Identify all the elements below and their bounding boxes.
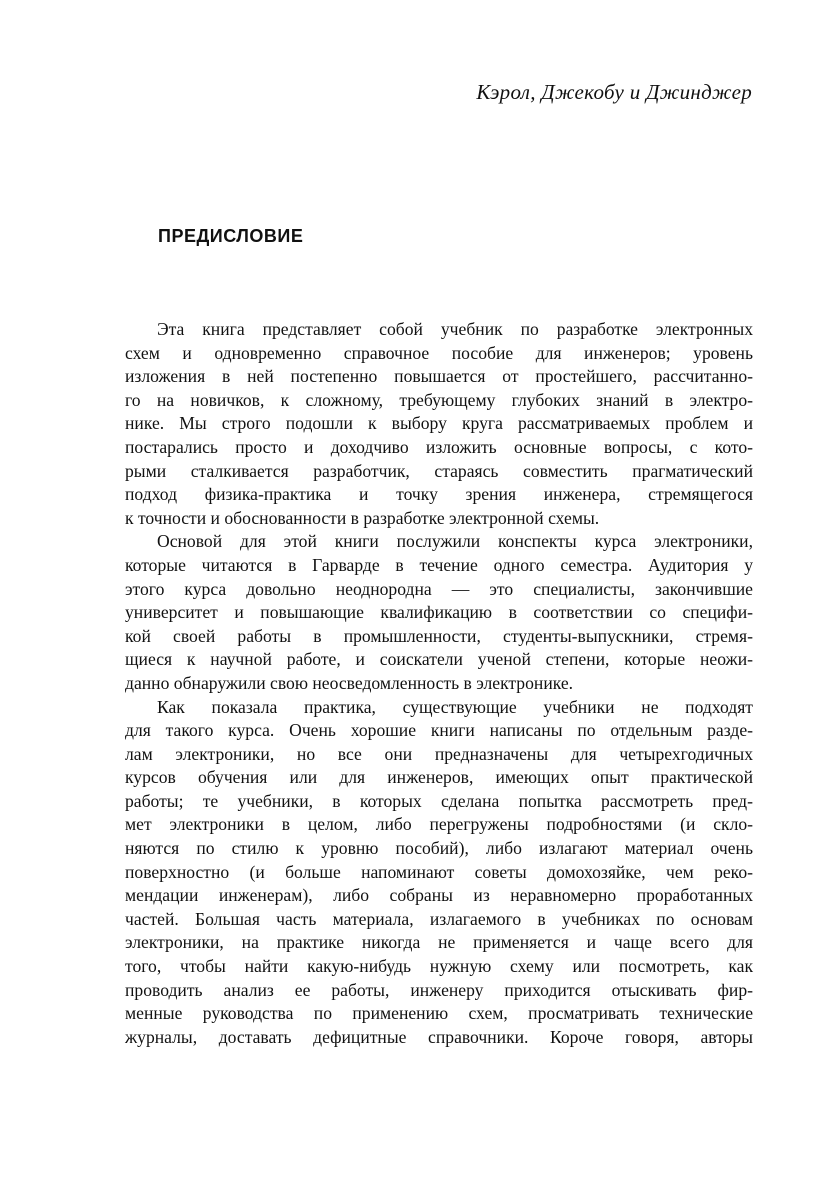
text-line: изложения в ней постепенно повышается от простейшего, рассчитанно-: [125, 366, 753, 387]
text-line: Как показала практика, существующие учебники не подходят: [157, 696, 753, 717]
text-line: электроники, на практике никогда не применяется и чаще всего для: [125, 932, 753, 953]
text-line: которые читаются в Гарварде в течение одного семестра. Аудитория у: [125, 554, 753, 575]
text-line: к точности и обоснованности в разработке электронной схемы.: [125, 507, 600, 528]
paragraph-2: [125, 530, 753, 695]
text-line: для такого курса. Очень хорошие книги написаны по отдельным разде-: [125, 720, 753, 741]
text-line: Эта книга представляет собой учебник по разработке электронных: [157, 319, 753, 339]
text-line: подход физика-практика и точку зрения инженера, стремящегося: [125, 484, 753, 505]
text-line: проводить анализ ее работы, инженеру приходится отыскивать фир-: [125, 979, 753, 1000]
page-title: ПРЕДИСЛОВИЕ: [158, 226, 304, 246]
text-line: курсов обучения или для инженеров, имеющих опыт практической: [125, 767, 753, 788]
dedication: Кэрол, Джекобу и Джинджер: [476, 80, 752, 104]
text-line: щиеся к научной работе, и соискатели ученой степени, которые неожи-: [125, 649, 753, 670]
text-line: того, чтобы найти какую-нибудь нужную схему или посмотреть, как: [125, 956, 753, 977]
text-line: этого курса довольно неоднородна — это специалисты, закончившие: [125, 578, 753, 599]
text-line: журналы, доставать дефицитные справочники. Короче говоря, авторы: [125, 1026, 753, 1047]
text-line: частей. Большая часть материала, излагаемого в учебниках по основам: [125, 908, 753, 929]
text-line: схем и одновременно справочное пособие для инженеров; уровень: [125, 342, 753, 363]
text-line: нике. Мы строго подошли к выбору круга рассматриваемых проблем и: [125, 413, 753, 434]
text-line: мет электроники в целом, либо перегружены подробностями (и скло-: [125, 814, 753, 835]
text-line: мендации инженерам), либо собраны из неравномерно проработанных: [125, 885, 753, 906]
text-line: данно обнаружили свою неосведомленность в электронике.: [125, 672, 574, 693]
text-line: няются по стилю к уровню пособий), либо излагают материал очень: [125, 838, 753, 859]
text-line: Основой для этой книги послужили конспекты курса электроники,: [157, 531, 753, 552]
text-line: кой своей работы в промышленности, студенты-выпускники, стремя-: [125, 625, 753, 646]
text-line: го на новичков, к сложному, требующему глубоких знаний в электро-: [125, 389, 753, 410]
body-text: [125, 318, 753, 1049]
paragraph-3: [125, 696, 753, 1050]
text-line: постарались просто и доходчиво изложить основные вопросы, с кото-: [125, 436, 753, 457]
text-line: рыми сталкивается разработчик, стараясь совместить прагматический: [125, 460, 753, 481]
text-line: менные руководства по применению схем, просматривать технические: [125, 1003, 753, 1024]
text-line: лам электроники, но все они предназначены для четырехгодичных: [125, 743, 753, 764]
text-line: поверхностно (и больше напоминают советы домохозяйке, чем реко-: [125, 861, 753, 882]
text-line: университет и повышающие квалификацию в соответствии со специфи-: [125, 602, 753, 623]
text-line: работы; те учебники, в которых сделана попытка рассмотреть пред-: [125, 790, 753, 811]
paragraph-1: [125, 318, 753, 530]
